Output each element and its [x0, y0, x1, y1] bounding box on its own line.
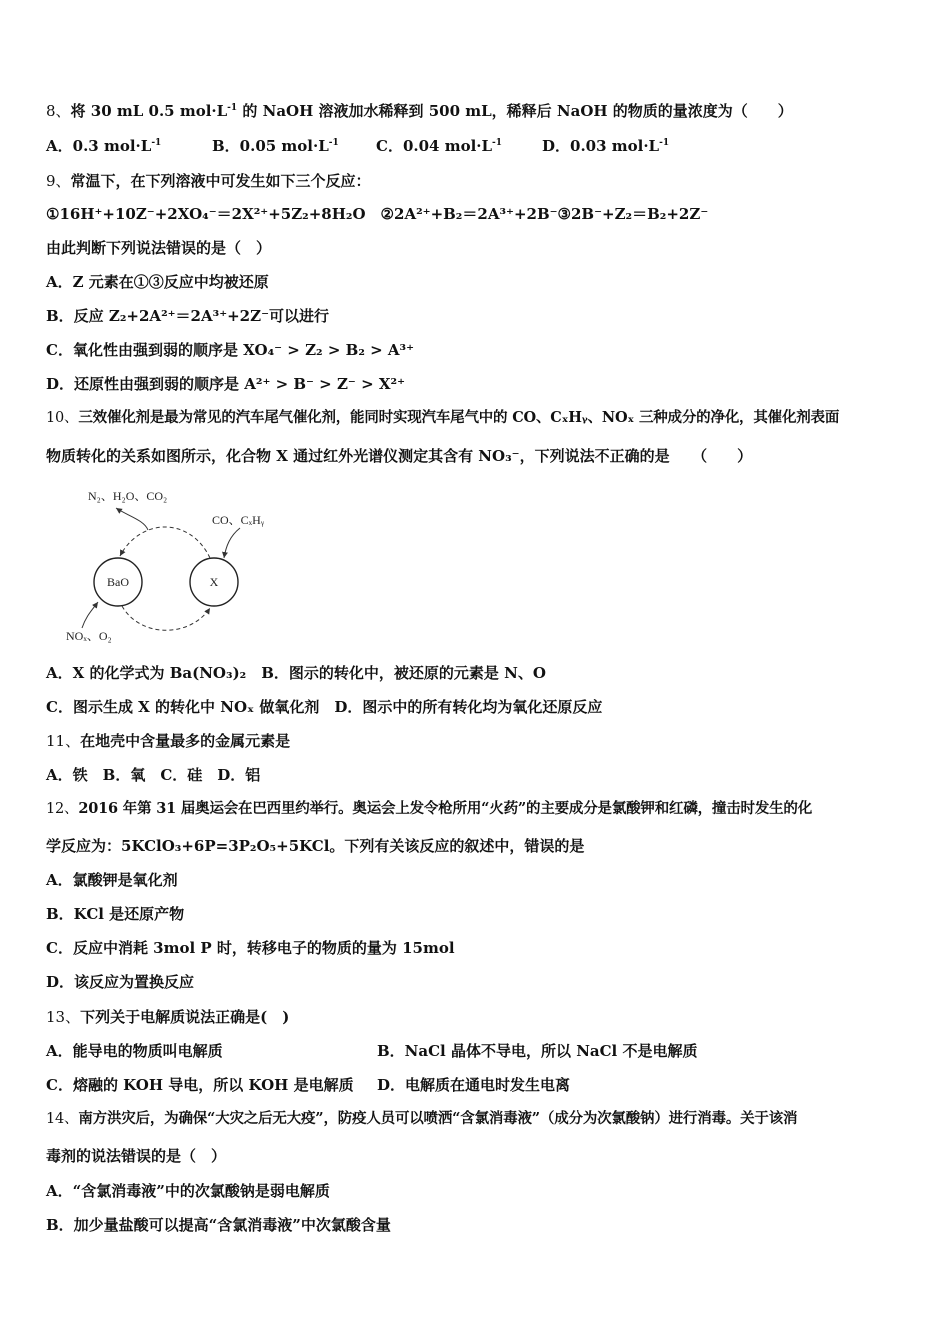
q10-stem-line2: 物质转化的关系如图所示，化合物 X 通过红外光谱仪测定其含有 NO₃⁻，下列说法不正确的是 （ ）	[46, 447, 753, 465]
diagram-right-inputs: CO、CₓHᵧ	[212, 513, 265, 527]
q11-stem	[46, 731, 290, 751]
q8-stem	[46, 101, 793, 121]
q8-option-b[interactable]: B．0.05 $mol\cdot L^{-1}$	[212, 137, 339, 155]
q9-reactions: ①16H⁺+10Z⁻+2XO₄⁻＝2X²⁺+5Z₂+8H₂O ②2A²⁺+B₂＝2A³⁺+2B⁻③2B⁻+Z₂＝B₂+2Z⁻	[46, 205, 709, 223]
q14-stem-line2: 毒剂的说法错误的是（ ）	[46, 1147, 227, 1165]
q13-stem-text: 下列关于电解质说法正确是( )	[80, 1008, 290, 1026]
diagram-top-products: N₂、H₂O、CO₂	[88, 489, 168, 503]
q12-stem-line2: 学反应为：5KClO₃+6P=3P₂O₅+5KCl。下列有关该反应的叙述中，错误的是	[46, 837, 585, 855]
q9-stem-text: 常温下，在下列溶液中可发生如下三个反应：	[70, 172, 371, 190]
q13-number: 13、	[46, 1008, 81, 1026]
q8-option-d[interactable]: D．0.03 $mol\cdot L^{-1}$	[542, 137, 670, 155]
diagram-lower-dashed-arrow	[122, 606, 210, 630]
q12-option-a[interactable]: A．氯酸钾是氧化剂	[46, 871, 178, 889]
q8-number: 8、	[46, 102, 71, 120]
q8-stem-text-b: 的 NaOH 溶液加水稀释到 500 mL，稀释后 NaOH 的物质的量浓度为（ ）	[237, 102, 793, 120]
diagram-right-circle-label: X	[209, 575, 219, 589]
q11-options[interactable]: A．铁 B．氧 C．硅 D．铝	[46, 766, 261, 784]
q11-number: 11、	[46, 732, 81, 750]
q8-stem-text-a: 将 30 mL 0.5 mol·L	[70, 102, 228, 120]
q9-option-a[interactable]: A．Z 元素在①③反应中均被还原	[46, 273, 269, 291]
q13-option-c[interactable]: C．熔融的 KOH 导电，所以 KOH 是电解质	[46, 1076, 354, 1094]
diagram-products-arrow	[116, 508, 148, 530]
q9-option-b[interactable]: B．反应 Z₂+2A²⁺＝2A³⁺+2Z⁻可以进行	[46, 307, 329, 325]
diagram-upper-dashed-arrow	[120, 527, 210, 558]
q10-stem-text-1: 三效催化剂是最为常见的汽车尾气催化剂，能同时实现汽车尾气中的 CO、CₓHᵧ、NOₓ 三种成分的净化，其催化剂表面	[78, 409, 840, 426]
q13-option-d[interactable]: D．电解质在通电时发生电离	[377, 1076, 571, 1094]
q10-options-row2[interactable]: C．图示生成 X 的转化中 NOₓ 做氧化剂 D．图示中的所有转化均为氧化还原反应	[46, 698, 603, 716]
q12-option-d[interactable]: D．该反应为置换反应	[46, 973, 195, 991]
q12-stem-text-1: 2016 年第 31 届奥运会在巴西里约举行。奥运会上发令枪所用“火药”的主要成分是氯酸钾和红磷，撞击时发生的化	[78, 800, 813, 817]
q14-stem-text-1: 南方洪灾后，为确保“大灾之后无大疫”，防疫人员可以喷洒“含氯消毒液”（成分为次氯酸钠）进行消毒。关于该消	[78, 1110, 798, 1127]
q9-number: 9、	[46, 172, 71, 190]
diagram-bottom-inputs: NOₓ、O₂	[66, 629, 112, 643]
q8-stem-sup: -1	[227, 103, 238, 113]
catalyst-cycle-diagram	[60, 478, 300, 648]
q11-stem-text: 在地壳中含量最多的金属元素是	[80, 732, 291, 750]
q12-number: 12、	[46, 801, 79, 817]
q14-stem-line1	[46, 1109, 797, 1129]
q12-option-b[interactable]: B．KCl 是还原产物	[46, 905, 185, 923]
diagram-left-circle-label: BaO	[107, 575, 129, 589]
q10-stem-line1	[46, 408, 839, 428]
q8-option-a[interactable]: A．0.3 $mol\cdot L^{-1}$	[46, 137, 162, 155]
q10-number: 10、	[46, 410, 79, 426]
q9-question: 由此判断下列说法错误的是（ ）	[46, 239, 272, 257]
q8-options	[46, 136, 669, 156]
diagram-inputs-arrow	[224, 528, 240, 558]
q14-option-b[interactable]: B．加少量盐酸可以提高“含氯消毒液”中次氯酸含量	[46, 1216, 391, 1234]
q13-options-row1	[46, 1041, 697, 1061]
q13-options-row2	[46, 1075, 570, 1095]
diagram-nox-arrow	[82, 602, 98, 628]
q9-stem	[46, 171, 371, 191]
q12-stem-line1	[46, 799, 812, 819]
q10-options-row1[interactable]: A．X 的化学式为 Ba(NO₃)₂ B．图示的转化中，被还原的元素是 N、O	[46, 664, 546, 682]
q12-option-c[interactable]: C．反应中消耗 3mol P 时，转移电子的物质的量为 15mol	[46, 939, 455, 957]
q14-number: 14、	[46, 1111, 79, 1127]
q13-option-a[interactable]: A．能导电的物质叫电解质	[46, 1042, 223, 1060]
q8-option-c[interactable]: C．0.04 $mol\cdot L^{-1}$	[376, 137, 503, 155]
q9-option-c[interactable]: C．氧化性由强到弱的顺序是 XO₄⁻ > Z₂ > B₂ > A³⁺	[46, 341, 415, 359]
q14-option-a[interactable]: A．“含氯消毒液”中的次氯酸钠是弱电解质	[46, 1182, 330, 1200]
q13-option-b[interactable]: B．NaCl 晶体不导电，所以 NaCl 不是电解质	[377, 1042, 698, 1060]
q13-stem	[46, 1007, 289, 1027]
q9-option-d[interactable]: D．还原性由强到弱的顺序是 A²⁺ > B⁻ > Z⁻ > X²⁺	[46, 375, 405, 393]
